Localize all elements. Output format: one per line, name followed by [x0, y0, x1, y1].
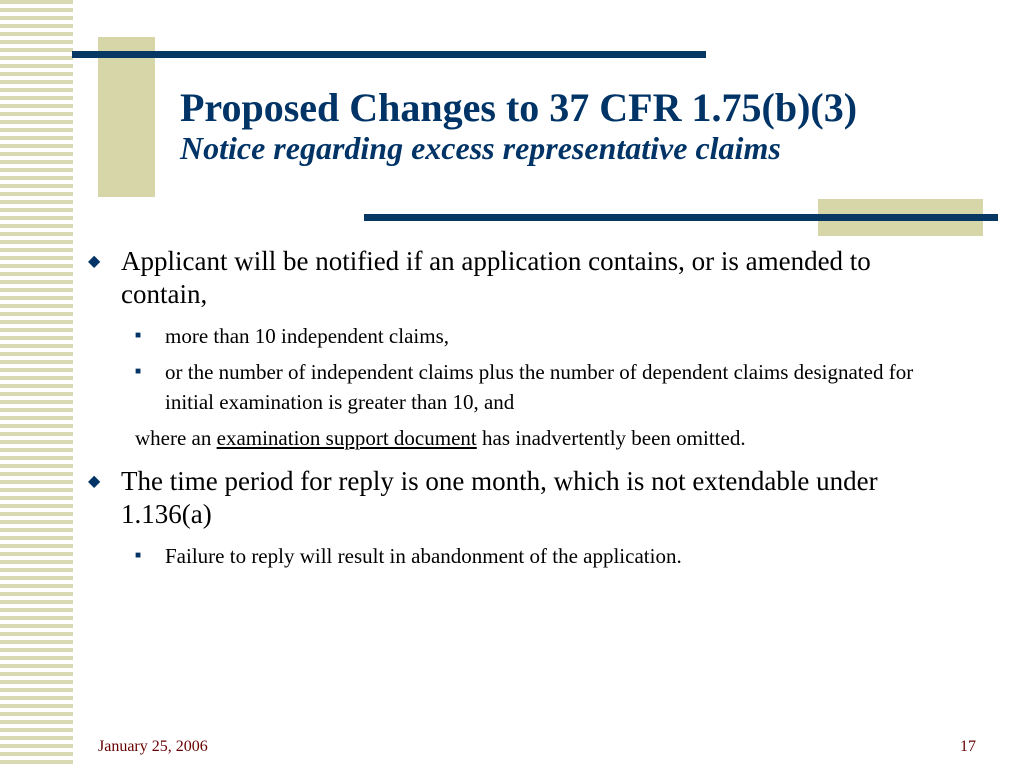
- decorative-block-top: [98, 37, 155, 197]
- bullet-text: Applicant will be notified if an application contains, or is amended to contain,: [121, 246, 871, 309]
- sub-bullet-text: or the number of independent claims plus the number of dependent claims designated for initial examination is greater than 10, and: [165, 360, 914, 414]
- note-paragraph: [88, 423, 948, 453]
- bullet-item: [88, 245, 948, 311]
- decorative-line-bottom: [364, 214, 998, 221]
- note-link-text: examination support document: [216, 426, 477, 450]
- note-suffix: has inadvertently been omitted.: [476, 426, 746, 450]
- bullet-text: The time period for reply is one month, which is not extendable under 1.136(a): [121, 466, 878, 529]
- square-bullet-icon: ■: [135, 550, 142, 561]
- page-number: 17: [960, 738, 976, 755]
- sub-bullet-text: more than 10 independent claims,: [165, 324, 450, 348]
- note-prefix: where an: [135, 426, 217, 450]
- title-area: [180, 86, 940, 166]
- slide-title: Proposed Changes to 37 CFR 1.75(b)(3): [180, 85, 858, 130]
- bullet-item: [88, 465, 948, 531]
- slide-subtitle: Notice regarding excess representative claims: [180, 130, 781, 166]
- sub-bullet-item: [88, 357, 948, 417]
- square-bullet-icon: ■: [135, 330, 142, 341]
- sub-bullet-item: [88, 541, 948, 571]
- square-bullet-icon: ■: [135, 366, 142, 377]
- striped-margin: [0, 0, 73, 768]
- slide-content: [88, 245, 948, 577]
- footer-date: January 25, 2006: [98, 738, 208, 755]
- diamond-bullet-icon: ◆: [88, 473, 101, 490]
- sub-bullet-item: [88, 321, 948, 351]
- diamond-bullet-icon: ◆: [88, 253, 101, 270]
- decorative-line-top: [72, 51, 706, 58]
- sub-bullet-text: Failure to reply will result in abandonment of the application.: [165, 544, 682, 568]
